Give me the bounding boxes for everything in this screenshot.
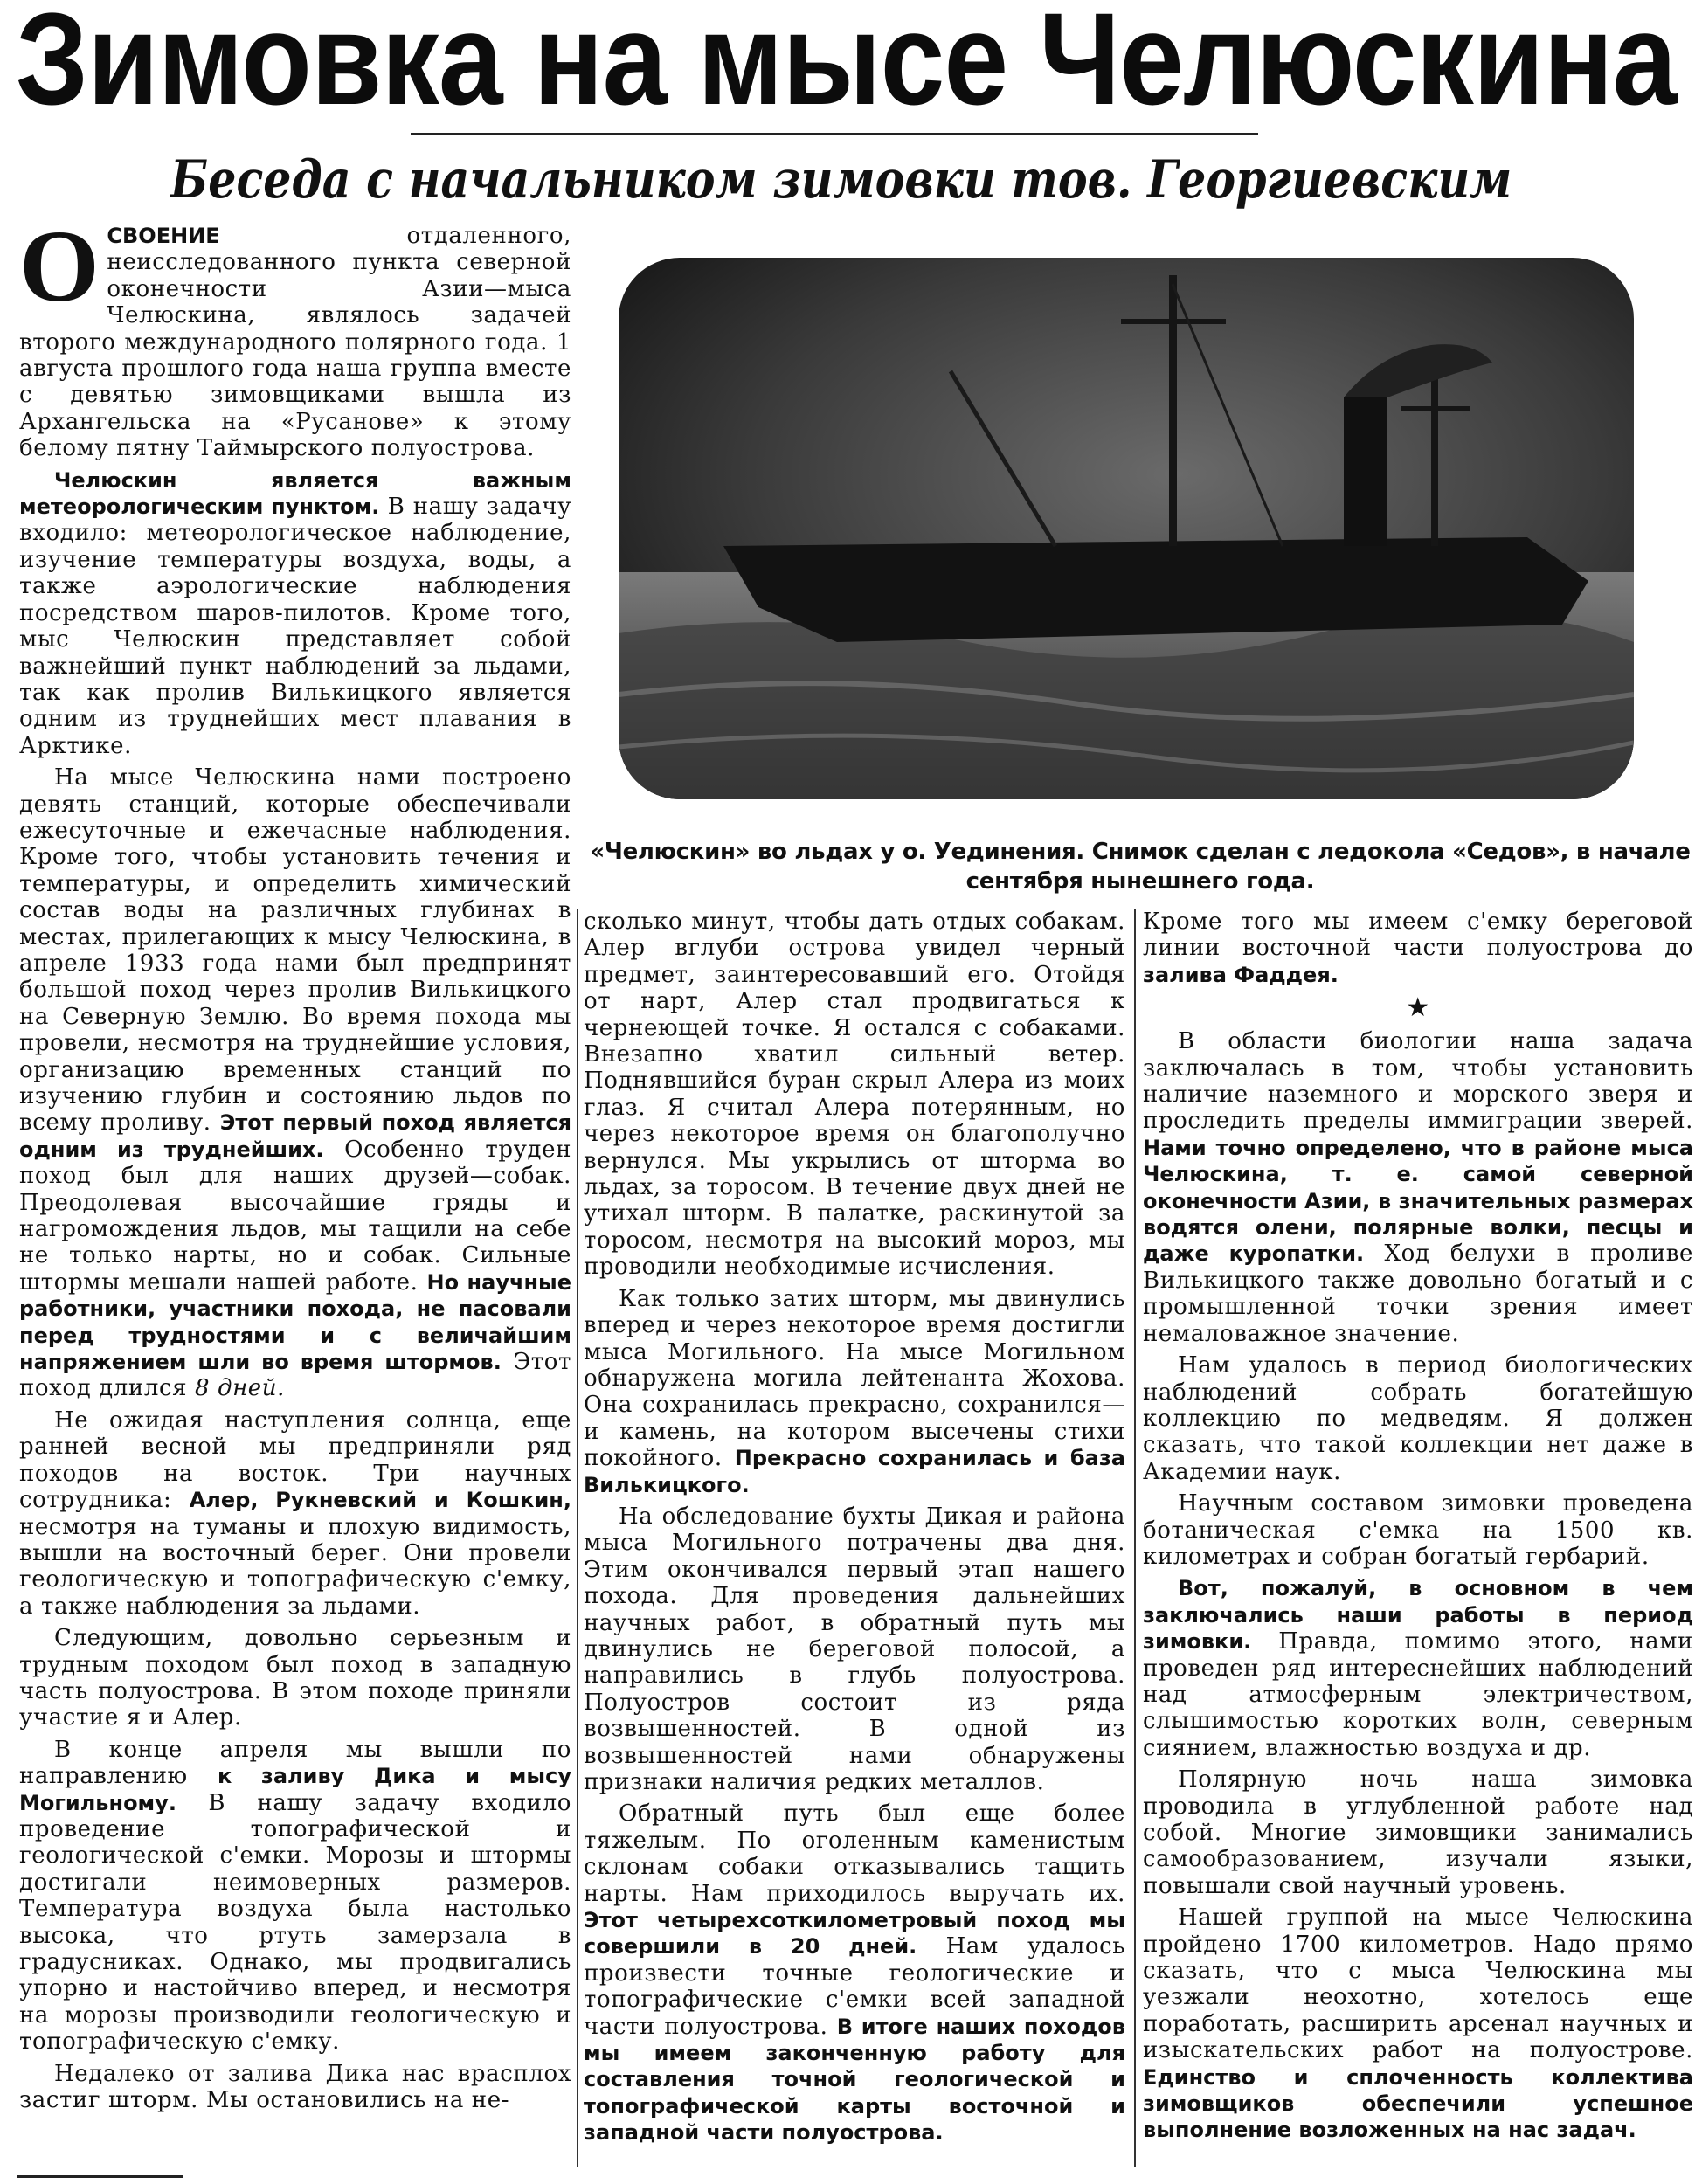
article-paragraph — [1143, 1575, 1693, 1761]
text-run: отдаленного, неисследованного пункта северной оконечности Азии—мыса Челюскина, являлось задачей второго международного полярного года. 1 августа прошлого года наша группа вместе с девятью зимовщиками вышла из Архангельска на «Русанове» к этому белому пятну Таймырского полуострова. — [19, 223, 571, 462]
text-run: несмотря на туманы и плохую видимость, вышли на восточный берег. Они провели геологическую и топографическую с'емку, а также наблюдения за льдами. — [19, 1513, 571, 1620]
bold-text-run: залива Фаддея. — [1143, 962, 1339, 987]
headline-divider — [411, 133, 1258, 135]
text-run: Полярную ночь наша зимовка проводила в углубленной работе над собой. Многие зимовщики занимались самообразованием, изучали языки, повышали свой научный уровень. — [1143, 1766, 1693, 1899]
text-run: Нам удалось в период биологических наблюдений собрать богатейшую коллекцию по медведям. Я должен сказать, что такой коллекции нет даже в Академии наук. — [1143, 1352, 1693, 1485]
photo-image — [619, 258, 1634, 799]
text-run: На мысе Челюскина нами построено девять станций, которые обеспечивали ежесуточные и ежечасные наблюдения. Кроме того, чтобы установить течения и температуры, и определить химический состав воды на различных глубинах в местах, прилегающих к мысу Челюскина, в апреле 1933 года нами был предпринят большой поход через пролив Вилькицкого на Северную Землю. Во время похода мы провели, несмотря на труднейшие условия, организацию временных станций по изучению глубин и состоянию льдов по всему проливу. — [19, 764, 571, 1137]
bold-text-run: В итоге наших походов мы имеем законченную работу для составления точной геологической и топографической карты восточной и западной части полуострова. — [584, 2014, 1125, 2146]
ship-in-ice-photo — [619, 258, 1634, 799]
text-run: На обследование бухты Дикая и района мыса Могильного потрачены два дня. Этим окончивался первый этап нашего похода. Для проведения дальнейших научных работ, в обратный путь мы двинулись не береговой полосой, а направились в глубь полуострова. Полуостров состоит из ряда возвышенностей. В одной из возвышенностей нами обнаружены признаки наличия редких металлов. — [584, 1503, 1125, 1795]
text-run: Правда, помимо этого, нами проведен ряд интереснейших наблюдений над атмосферным электричеством, слышимостью коротких волн, северным сиянием, влажностью воздуха и др. — [1143, 1628, 1693, 1761]
article-paragraph — [19, 467, 571, 759]
article-column-3 — [1143, 909, 1693, 2149]
article-paragraph — [584, 1503, 1125, 1795]
text-run: Обратный путь был еще более тяжелым. По оголенным каменистым склонам собаки отказывались тащить нарты. Нам приходилось выручать их. — [584, 1800, 1125, 1907]
article-subheadline: Беседа с начальником зимовки тов. Георгиевским — [170, 149, 1512, 211]
text-run: Не ожидая наступления солнца, еще ранней весной мы предприняли ряд походов на восток. Три научных сотрудника: — [19, 1406, 571, 1514]
text-run: Ход белухи в проливе Вилькицкого также довольно богатый и с промышленной точки зрения имеет немаловажное значение. — [1143, 1241, 1693, 1347]
text-run: Следующим, довольно серьезным и трудным походом был поход в западную часть полуострова. В этом походе приняли участие я и Алер. — [19, 1625, 571, 1731]
star-separator-icon: ★ — [1406, 992, 1430, 1024]
bold-text-run: СВОЕНИЕ — [107, 224, 220, 248]
text-run: Нам удалось произвести точные геологические и топографические с'емки всей западной части полуострова. — [584, 1933, 1126, 2040]
article-paragraph — [1143, 1490, 1693, 1570]
column-divider — [577, 909, 578, 2167]
bold-text-run: Прекрасно сохранилась и база Вилькицкого. — [584, 1446, 1125, 1497]
text-run: В конце апреля мы вышли по направлению — [19, 1736, 571, 1790]
article-paragraph — [584, 1800, 1125, 2146]
article-paragraph — [1143, 1352, 1693, 1485]
column-end-rule — [17, 2175, 183, 2178]
article-paragraph — [1143, 1904, 1693, 2144]
text-run: В нашу задачу входило проведение топографической и геологической с'емки. Морозы и штормы достигали неимоверных размеров. Температура воздуха была настолько высока, что ртуть замерзала в градусниках. Однако, мы продвигались упорно и настойчиво вперед, и несмотря на морозы производили геологическую и топографическую с'емку. — [19, 1789, 571, 2056]
article-column-2 — [584, 909, 1125, 2152]
drop-cap: О — [19, 209, 100, 323]
text-run: Нашей группой на мысе Челюскина пройдено 1700 километров. Надо прямо сказать, что с мыса Челюскина мы уезжали неохотно, хотелось еще поработать, расширить арсенал научных и изыскательских работ на полуострове. — [1143, 1904, 1693, 2064]
text-run: Недалеко от залива Дика нас врасплох застиг шторм. Мы остановились на не- — [19, 2060, 571, 2114]
bold-text-run: Алер, Рукневский и Кошкин, — [189, 1488, 571, 1513]
text-run: В нашу задачу входило: метеорологическое наблюдение, изучение температуры воздуха, воды, а также аэрологические наблюдения посредством шаров-пилотов. Кроме того, мыс Челюскин представляет собой важнейший пункт наблюдений за льдами, так как пролив Вилькицкого является одним из труднейших мест плавания в Арктике. — [19, 494, 571, 759]
article-paragraph — [19, 1625, 571, 1731]
text-run: Кроме того мы имеем с'емку береговой линии восточной части полуострова до — [1143, 909, 1693, 962]
text-run: В области биологии наша задача заключалась в том, чтобы установить наличие наземного и морского зверя и проследить пределы иммиграции зверей. — [1143, 1028, 1693, 1135]
bold-text-run: Челюскин является важным метеорологическим пунктом. — [19, 467, 571, 520]
article-paragraph — [19, 764, 571, 1402]
bold-text-run: к заливу Дика и мысу Могильному. — [19, 1764, 571, 1815]
article-paragraph — [1143, 1766, 1693, 1899]
text-run: Этот поход длился — [19, 1349, 571, 1402]
article-paragraph — [19, 209, 571, 462]
bold-text-run: Вот, пожалуй, в основном в чем заключались наши работы в период зимовки. — [1143, 1576, 1693, 1655]
text-run: 8 дней. — [194, 1375, 285, 1402]
article-paragraph — [1143, 1028, 1693, 1347]
article-paragraph — [1143, 909, 1693, 988]
bold-text-run: Этот первый поход является одним из труднейших. — [19, 1110, 571, 1162]
column-divider — [1134, 909, 1136, 2167]
bold-text-run: Нами точно определено, что в районе мыса Челюскина, т. е. самой северной оконечности Азии, в значительных размерах водятся олени, полярные волки, песцы и даже куропатки. — [1143, 1135, 1693, 1267]
article-paragraph — [584, 1286, 1125, 1498]
bold-text-run: Но научные работники, участники похода, не пасовали перед трудностями и с величайшим напряжением шли во время штормов. — [19, 1269, 572, 1375]
article-paragraph — [584, 909, 1125, 1281]
article-paragraph — [19, 1737, 571, 2056]
bold-text-run: Этот четырехсоткилометровый поход мы совершили в 20 дней. — [584, 1908, 1125, 1959]
text-run: Особенно труден поход был для наших друзей—собак. Преодолевая высочайшие гряды и нагромождения льдов, мы тащили на себе не только нарты, но и собак. Сильные штормы мешали нашей работе. — [19, 1136, 571, 1296]
text-run: сколько минут, чтобы дать отдых собакам. Алер вглуби острова увидел черный предмет, заинтересовавший его. Отойдя от нарт, Алер стал продвигаться к чернеющей точке. Я остался с собаками. Внезапно хватил сильный ветер. Поднявшийся буран скрыл Алера из моих глаз. Я считал Алера потерянным, но через некоторое время он благополучно вернулся. Мы укрылись от шторма во льдах, за торосом. В течение двух дней не утихал шторм. В палатке, раскинутой за торосом, несмотря на высокий мороз, мы проводили необходимые исчисления. — [584, 909, 1125, 1281]
photo-caption: «Челюскин» во льдах у о. Уединения. Снимок сделан с ледокола «Седов», в начале сентября нынешнего года. — [590, 839, 1691, 895]
article-headline: Зимовка на мысе Челюскина — [16, 0, 1677, 132]
text-run: Научным составом зимовки проведена ботаническая с'емка на 1500 кв. километрах и собран богатый гербарий. — [1143, 1490, 1693, 1570]
article-paragraph — [19, 2061, 571, 2114]
article-column-1 — [19, 209, 572, 2118]
bold-text-run: Единство и сплоченность коллектива зимовщиков обеспечили успешное выполнение возложенных на нас задач. — [1143, 2064, 1693, 2143]
article-paragraph — [19, 1407, 571, 1620]
text-run: Как только затих шторм, мы двинулись вперед и через некоторое время достигли мыса Могильного. На мысе Могильном обнаружена могила лейтенанта Жохова. Она сохранилась прекрасно, сохранился— и камень, на котором высечены стихи покойного. — [584, 1285, 1125, 1472]
